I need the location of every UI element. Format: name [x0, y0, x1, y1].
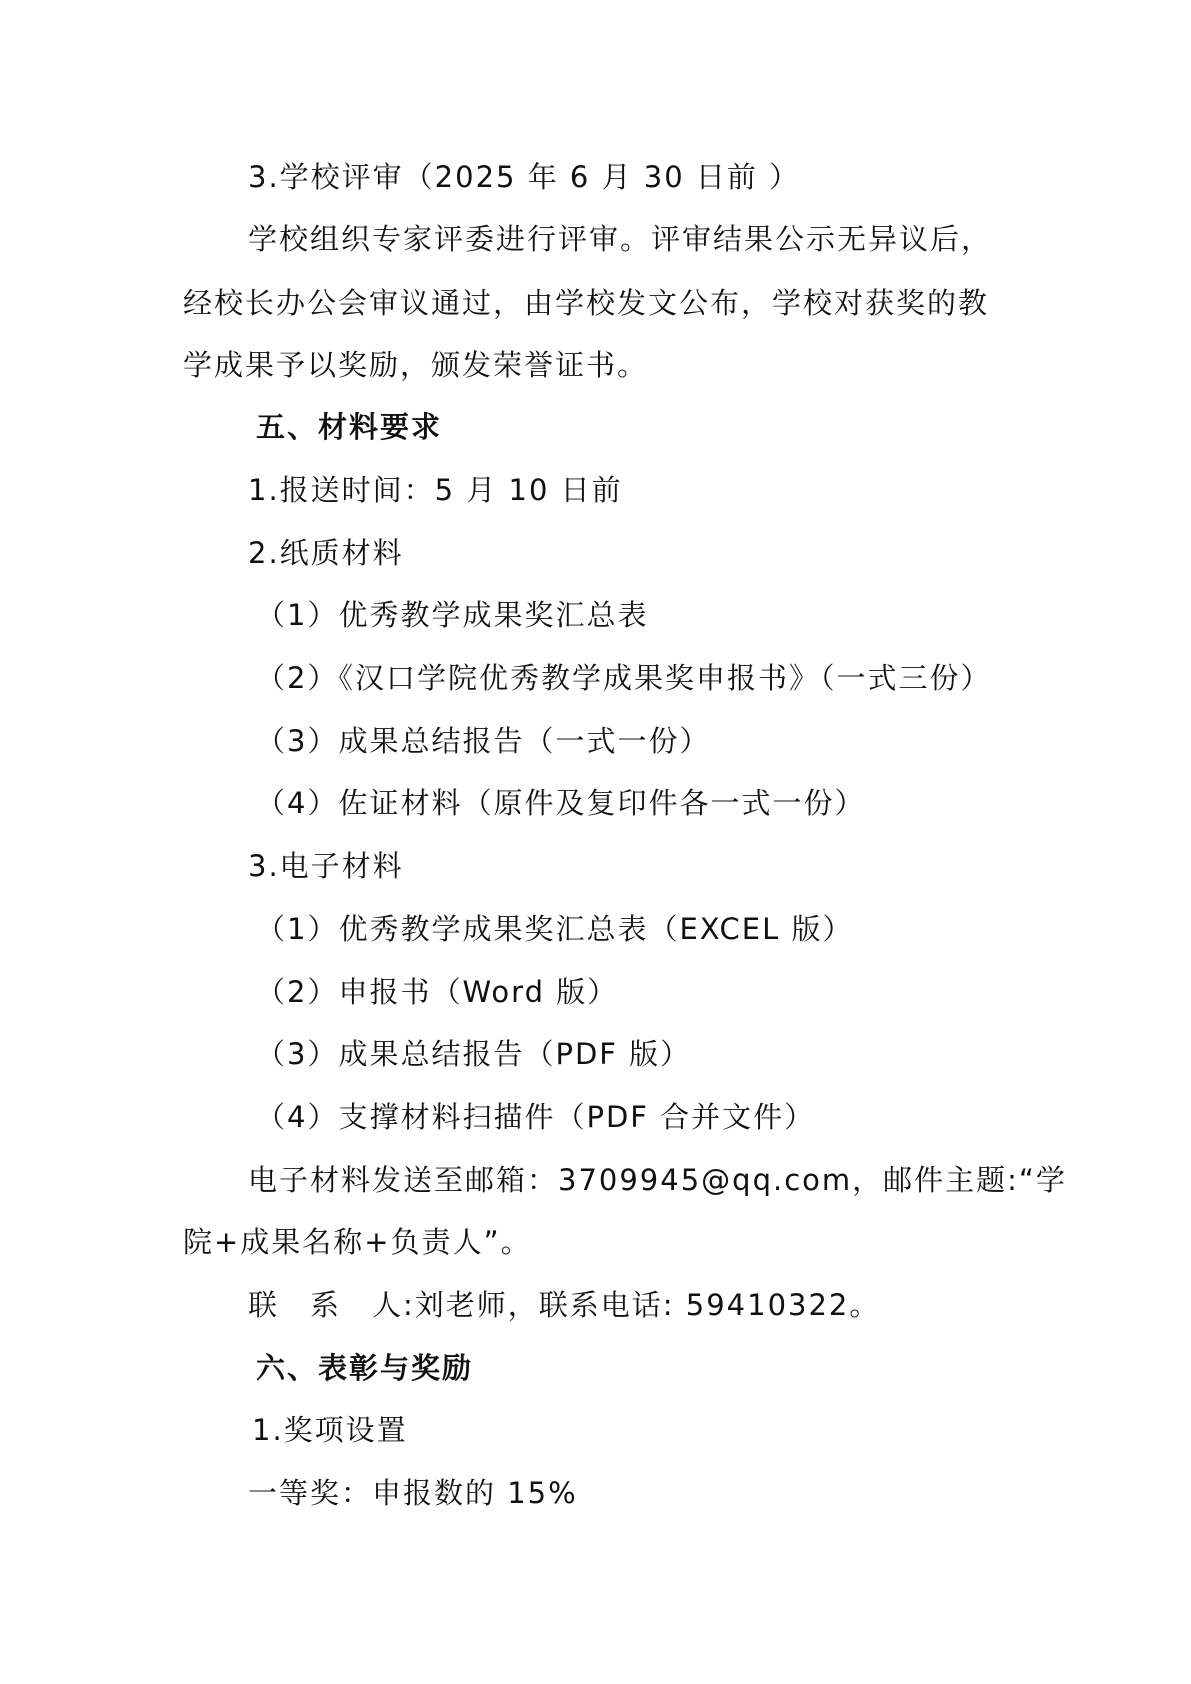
electronic-item-4: （4）支撑材料扫描件（PDF 合并文件）: [256, 1100, 816, 1134]
email-line-2: 院+成果名称+负责人”。: [183, 1225, 532, 1259]
electronic-materials-title: 3.电子材料: [248, 849, 404, 883]
first-prize: 一等奖：申报数的 15%: [248, 1476, 578, 1510]
paper-item-2: （2）《汉口学院优秀教学成果奖申报书》（一式三份）: [256, 661, 992, 695]
electronic-item-3: （3）成果总结报告（PDF 版）: [256, 1037, 692, 1071]
electronic-item-2: （2）申报书（Word 版）: [256, 975, 619, 1009]
email-line-1: 电子材料发送至邮箱：3709945@qq.com，邮件主题:“学: [248, 1163, 1067, 1197]
paper-item-3: （3）成果总结报告（一式一份）: [256, 724, 711, 758]
section-five-heading: 五、材料要求: [256, 410, 443, 444]
section-six-heading: 六、表彰与奖励: [256, 1351, 474, 1385]
review-paragraph-line-3: 学成果予以奖励，颁发荣誉证书。: [183, 348, 649, 382]
awards-title: 1.奖项设置: [252, 1413, 408, 1447]
section-review-title: 3.学校评审（2025 年 6 月 30 日前 ）: [248, 160, 801, 194]
submit-time: 1.报送时间：5 月 10 日前: [248, 473, 623, 507]
paper-item-4: （4）佐证材料（原件及复印件各一式一份）: [256, 786, 866, 820]
review-paragraph-line-1: 学校组织专家评委进行评审。评审结果公示无异议后，: [248, 222, 993, 256]
paper-materials-title: 2.纸质材料: [248, 536, 404, 570]
electronic-item-1: （1）优秀教学成果奖汇总表（EXCEL 版）: [256, 912, 854, 946]
review-paragraph-line-2: 经校长办公会审议通过，由学校发文公布，学校对获奖的教: [183, 286, 990, 320]
contact-info: 联 系 人:刘老师，联系电话: 59410322。: [248, 1288, 881, 1322]
paper-item-1: （1）优秀教学成果奖汇总表: [256, 598, 649, 632]
